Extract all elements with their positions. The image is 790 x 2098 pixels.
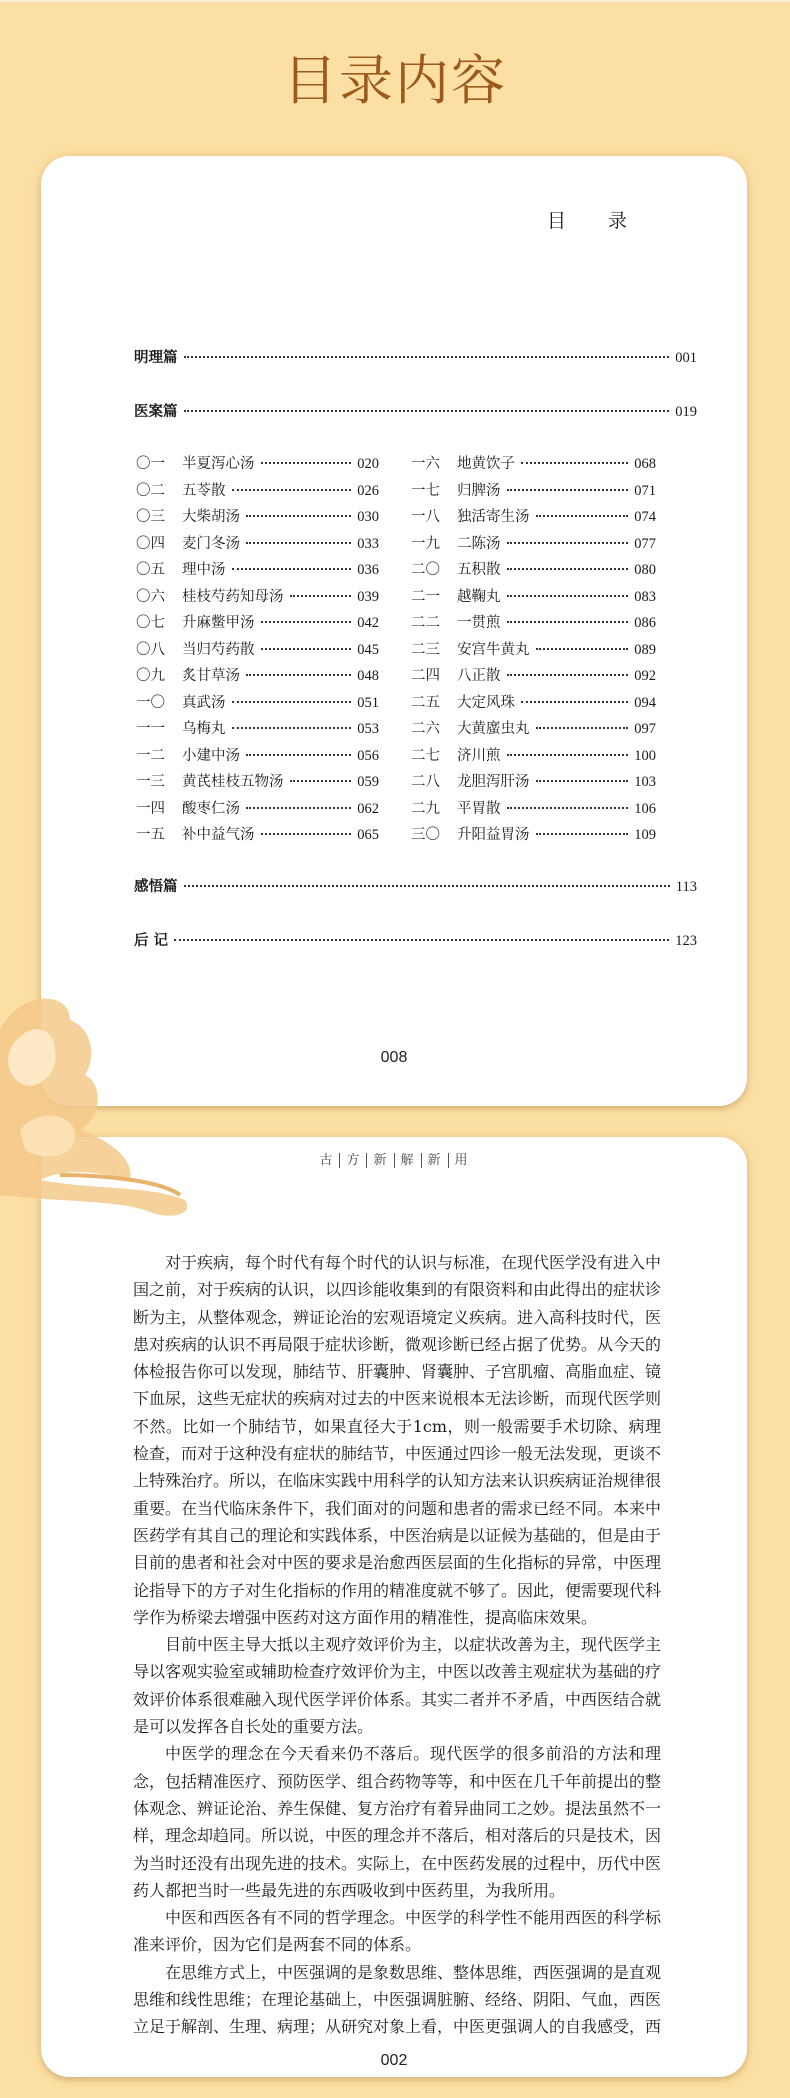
dot-leader bbox=[290, 595, 352, 597]
entry-name: 二陈汤 bbox=[457, 535, 501, 552]
entry-name: 地黄饮子 bbox=[457, 456, 515, 472]
toc-heading: 目 录 bbox=[546, 210, 645, 232]
toc-entry[interactable] bbox=[136, 585, 379, 606]
page-ref: 089 bbox=[634, 641, 656, 658]
dot-leader bbox=[261, 462, 352, 464]
running-head-char: 新 bbox=[373, 1153, 388, 1168]
separator bbox=[394, 1153, 395, 1168]
page-ref: 113 bbox=[675, 879, 697, 895]
entry-number: 二二 bbox=[411, 615, 440, 631]
entry-name: 当归芍药散 bbox=[182, 641, 255, 658]
page-ref: 026 bbox=[357, 482, 379, 499]
dot-leader bbox=[246, 807, 351, 809]
page-number: 008 bbox=[380, 1049, 408, 1066]
entry-number: 一〇 bbox=[136, 694, 165, 711]
entry-name: 补中益气汤 bbox=[182, 827, 255, 843]
dot-leader bbox=[261, 648, 352, 650]
entry-name: 小建中汤 bbox=[182, 747, 240, 764]
dot-leader bbox=[261, 833, 352, 835]
page-ref: 019 bbox=[675, 404, 697, 420]
entry-number: 二三 bbox=[411, 641, 440, 658]
entry-name: 黄芪桂枝五物汤 bbox=[182, 774, 284, 790]
dot-leader bbox=[536, 515, 629, 517]
toc-entry[interactable] bbox=[411, 717, 656, 738]
dot-leader bbox=[507, 807, 629, 809]
running-head-char: 新 bbox=[427, 1153, 442, 1168]
toc-entry[interactable] bbox=[136, 638, 379, 659]
entry-name: 归脾汤 bbox=[457, 482, 501, 499]
page-ref: 030 bbox=[357, 509, 379, 525]
entry-name: 济川煎 bbox=[457, 747, 501, 764]
running-head-char: 解 bbox=[400, 1153, 415, 1168]
toc-entry[interactable] bbox=[136, 611, 379, 632]
entry-name: 平胃散 bbox=[457, 800, 501, 817]
entry-number: 二七 bbox=[411, 747, 440, 764]
entry-number: 二九 bbox=[411, 800, 440, 817]
section-label: 后 记 bbox=[134, 933, 169, 949]
dot-leader bbox=[174, 939, 669, 941]
entry-name: 八正散 bbox=[457, 668, 501, 684]
toc-entry[interactable] bbox=[411, 479, 656, 500]
entry-number: 一七 bbox=[411, 482, 440, 499]
dot-leader bbox=[232, 489, 352, 491]
toc-section[interactable] bbox=[134, 346, 697, 367]
page-ref: 103 bbox=[634, 774, 656, 790]
entry-number: 一二 bbox=[136, 747, 165, 764]
entry-name: 越鞠丸 bbox=[457, 588, 501, 605]
separator bbox=[421, 1153, 422, 1168]
entry-name: 真武汤 bbox=[182, 694, 226, 711]
dot-leader bbox=[246, 674, 351, 676]
page-ref: 092 bbox=[634, 668, 656, 684]
entry-number: 〇六 bbox=[136, 588, 165, 605]
toc-section[interactable] bbox=[134, 929, 697, 950]
separator bbox=[366, 1153, 367, 1168]
page-number: 002 bbox=[380, 2052, 408, 2069]
page-ref: 042 bbox=[357, 615, 379, 631]
page-ref: 100 bbox=[634, 747, 656, 764]
page-title: 目录内容 bbox=[283, 49, 507, 112]
toc-entry[interactable] bbox=[411, 797, 656, 818]
entry-number: 〇七 bbox=[136, 615, 165, 631]
page-ref: 053 bbox=[357, 721, 379, 737]
toc-section[interactable] bbox=[134, 875, 697, 896]
dot-leader bbox=[507, 595, 629, 597]
entry-name: 麦门冬汤 bbox=[182, 535, 240, 552]
section-label: 明理篇 bbox=[134, 350, 178, 366]
page-ref: 001 bbox=[675, 350, 697, 366]
paragraph: 中医学的理念在今天看来仍不落后。现代医学的很多前沿的方法和理念，包括精准医疗、预防医学、组合药物等等，和中医在几千年前提出的整体观念、辨证论治、养生保健、复方治疗有着异曲同工之妙。提法虽然不一样，理念却趋同。所以说，中医的理念并不落后，相对落后的只是技术，因为当时还没有出现先进的技术。实际上，在中医药发展的过程中，历代中医药人都把当时一些最先进的东西吸收到中医药里，为我所用。 bbox=[133, 1744, 662, 1900]
page-ref: 020 bbox=[357, 456, 379, 472]
entry-name: 酸枣仁汤 bbox=[182, 800, 240, 817]
toc-entry[interactable] bbox=[411, 532, 656, 553]
page-ref: 059 bbox=[357, 774, 379, 790]
toc-section[interactable] bbox=[134, 400, 697, 421]
entry-number: 一一 bbox=[136, 721, 165, 737]
page-ref: 048 bbox=[357, 668, 379, 684]
toc-entry[interactable] bbox=[136, 717, 379, 738]
toc-entry[interactable] bbox=[411, 638, 656, 659]
paragraph: 目前中医主导大抵以主观疗效评价为主，以症状改善为主，现代医学主导以客观实验室或辅助检查疗效评价为主，中医以改善主观症状为基础的疗效评价体系很难融入现代医学评价体系。其实二者并不矛盾，中西医结合就是可以发挥各自长处的重要方法。 bbox=[133, 1635, 662, 1737]
page-ref: 106 bbox=[634, 800, 656, 817]
entry-name: 升麻鳖甲汤 bbox=[182, 615, 255, 631]
entry-number: 二五 bbox=[411, 694, 440, 711]
toc-entry[interactable] bbox=[136, 532, 379, 553]
toc-entry[interactable] bbox=[136, 823, 379, 844]
entry-number: 〇九 bbox=[136, 668, 165, 684]
entry-name: 桂枝芍药知母汤 bbox=[182, 588, 284, 605]
toc-entry[interactable] bbox=[411, 691, 656, 712]
entry-name: 五积散 bbox=[457, 562, 501, 578]
entry-number: 一三 bbox=[136, 774, 165, 790]
entry-name: 安宫牛黄丸 bbox=[457, 641, 530, 658]
entry-number: 〇五 bbox=[136, 562, 165, 578]
separator bbox=[339, 1153, 340, 1168]
dot-leader bbox=[184, 356, 670, 358]
page-ref: 077 bbox=[634, 535, 656, 552]
toc-entry[interactable] bbox=[136, 664, 379, 685]
dot-leader bbox=[521, 462, 628, 464]
entry-number: 一八 bbox=[411, 509, 440, 525]
entry-name: 五苓散 bbox=[182, 482, 226, 499]
entry-name: 大黄䗪虫丸 bbox=[457, 721, 530, 737]
top-edge bbox=[0, 0, 790, 2]
entry-number: 一四 bbox=[136, 800, 165, 817]
toc-entry[interactable] bbox=[411, 585, 656, 606]
dot-leader bbox=[507, 542, 629, 544]
toc-entry[interactable] bbox=[136, 452, 379, 473]
entry-name: 半夏泻心汤 bbox=[182, 456, 255, 472]
section-label: 感悟篇 bbox=[134, 879, 178, 895]
dot-leader bbox=[536, 648, 629, 650]
dot-leader bbox=[507, 674, 629, 676]
entry-name: 龙胆泻肝汤 bbox=[457, 774, 530, 790]
running-head-char: 用 bbox=[454, 1153, 469, 1168]
entry-number: 一五 bbox=[136, 827, 165, 843]
body-text bbox=[133, 1249, 661, 2041]
page-ref: 065 bbox=[357, 827, 379, 843]
paragraph: 在思维方式上，中医强调的是象数思维、整体思维，西医强调的是直观思维和线性思维；在理论基础上，中医强调脏腑、经络、阴阳、气血，西医立足于解剖、生理、病理；从研究对象上看，中医更强调人的自我感受，西 bbox=[133, 1962, 662, 2037]
running-head-char: 方 bbox=[346, 1153, 361, 1168]
page-ref: 051 bbox=[357, 694, 379, 711]
text-page-card bbox=[41, 1137, 747, 2077]
dot-leader bbox=[507, 489, 629, 491]
page-ref: 056 bbox=[357, 747, 379, 764]
dot-leader bbox=[232, 568, 352, 570]
dot-leader bbox=[507, 754, 629, 756]
entry-number: 二〇 bbox=[411, 562, 440, 578]
page-ref: 080 bbox=[634, 562, 656, 578]
entry-name: 升阳益胃汤 bbox=[457, 827, 530, 843]
dot-leader bbox=[246, 754, 351, 756]
page-ref: 045 bbox=[357, 641, 379, 658]
dot-leader bbox=[536, 780, 629, 782]
section-label: 医案篇 bbox=[134, 404, 178, 420]
running-head-char: 古 bbox=[319, 1153, 334, 1168]
dot-leader bbox=[232, 727, 352, 729]
entry-number: 二八 bbox=[411, 774, 440, 790]
page-ref: 068 bbox=[634, 456, 656, 472]
dot-leader bbox=[290, 780, 352, 782]
dot-leader bbox=[507, 621, 629, 623]
entry-name: 乌梅丸 bbox=[182, 721, 226, 737]
toc-entry[interactable] bbox=[411, 452, 656, 473]
entry-name: 炙甘草汤 bbox=[182, 668, 240, 684]
entry-number: 二一 bbox=[411, 588, 440, 605]
toc-page-card bbox=[41, 156, 747, 1106]
decorative-cloud-swirl-icon bbox=[0, 990, 200, 1220]
page-ref: 094 bbox=[634, 694, 656, 711]
page-ref: 036 bbox=[357, 562, 379, 578]
dot-leader bbox=[536, 727, 629, 729]
page-ref: 109 bbox=[634, 827, 656, 843]
page-ref: 033 bbox=[357, 535, 379, 552]
toc-entry[interactable] bbox=[136, 558, 379, 579]
dot-leader bbox=[184, 410, 670, 412]
entry-name: 独活寄生汤 bbox=[457, 509, 530, 525]
toc-entry[interactable] bbox=[411, 611, 656, 632]
paragraph: 对于疾病，每个时代有每个时代的认识与标准，在现代医学没有进入中国之前，对于疾病的认识，以四诊能收集到的有限资料和由此得出的症状诊断为主，从整体观念，辨证论治的宏观语境定义疾病。进入高科技时代，医患对疾病的认识不再局限于症状诊断，微观诊断已经占据了优势。从今天的体检报告你可以发现，肺结节、肝囊肿、肾囊肿、子宫肌瘤、高脂血症、镜下血尿，这些无症状的疾病对过去的中医来说根本无法诊断，而现代医学则不然。比如一个肺结节，如果直径大于1cm，则一般需要手术切除、病理检查，而对于这种没有症状的肺结节，中医通过四诊一般无法发现，更谈不上特殊治疗。所以，在临床实践中用科学的认知方法来认识疾病证治规律很重要。在当代临床条件下，我们面对的问题和患者的需求已经不同。本来中医药学有其自己的理论和实践体系，中医治病是以证候为基础的，但是由于目前的患者和社会对中医的要求是治愈西医层面的生化指标的异常，中医理论指导下的方子对生化指标的作用的精准度就不够了。因此，便需要现代科学作为桥梁去增强中医药对这方面作用的精准性，提高临床效果。 bbox=[133, 1253, 662, 1627]
page-ref: 071 bbox=[634, 482, 656, 499]
entry-number: 一六 bbox=[411, 456, 440, 472]
entry-number: 三〇 bbox=[411, 827, 440, 843]
page-ref: 062 bbox=[357, 800, 379, 817]
entry-number: 〇三 bbox=[136, 509, 165, 525]
dot-leader bbox=[536, 833, 629, 835]
page-ref: 097 bbox=[634, 721, 656, 737]
dot-leader bbox=[246, 515, 351, 517]
toc-entry[interactable] bbox=[136, 479, 379, 500]
page-ref: 039 bbox=[357, 588, 379, 605]
entry-name: 大定风珠 bbox=[457, 694, 515, 711]
dot-leader bbox=[507, 568, 629, 570]
toc-entry[interactable] bbox=[136, 770, 379, 791]
toc-entry[interactable] bbox=[136, 505, 379, 526]
toc-entry[interactable] bbox=[136, 691, 379, 712]
page-ref: 083 bbox=[634, 588, 656, 605]
entry-number: 〇四 bbox=[136, 535, 165, 552]
toc-entry[interactable] bbox=[411, 664, 656, 685]
page-ref: 123 bbox=[675, 933, 697, 949]
separator bbox=[448, 1153, 449, 1168]
entry-number: 〇一 bbox=[136, 456, 165, 472]
entry-number: 二四 bbox=[411, 668, 440, 684]
toc-entry[interactable] bbox=[411, 505, 656, 526]
dot-leader bbox=[246, 542, 351, 544]
toc-entry[interactable] bbox=[136, 797, 379, 818]
page-ref: 086 bbox=[634, 615, 656, 631]
entry-number: 二六 bbox=[411, 721, 440, 737]
toc-entry[interactable] bbox=[411, 558, 656, 579]
dot-leader bbox=[521, 701, 628, 703]
entry-number: 〇二 bbox=[136, 482, 165, 499]
toc-entry[interactable] bbox=[411, 744, 656, 765]
entry-name: 一贯煎 bbox=[457, 615, 501, 631]
dot-leader bbox=[184, 885, 670, 887]
paragraph: 中医和西医各有不同的哲学理念。中医学的科学性不能用西医的科学标准来评价，因为它们是两套不同的体系。 bbox=[133, 1908, 662, 1955]
entry-number: 〇八 bbox=[136, 641, 165, 658]
dot-leader bbox=[261, 621, 352, 623]
toc-entry[interactable] bbox=[136, 744, 379, 765]
entry-name: 理中汤 bbox=[182, 562, 226, 578]
page-ref: 074 bbox=[634, 509, 656, 525]
toc-entry[interactable] bbox=[411, 823, 656, 844]
entry-number: 一九 bbox=[411, 535, 440, 552]
dot-leader bbox=[232, 701, 352, 703]
entry-name: 大柴胡汤 bbox=[182, 509, 240, 525]
toc-entry[interactable] bbox=[411, 770, 656, 791]
